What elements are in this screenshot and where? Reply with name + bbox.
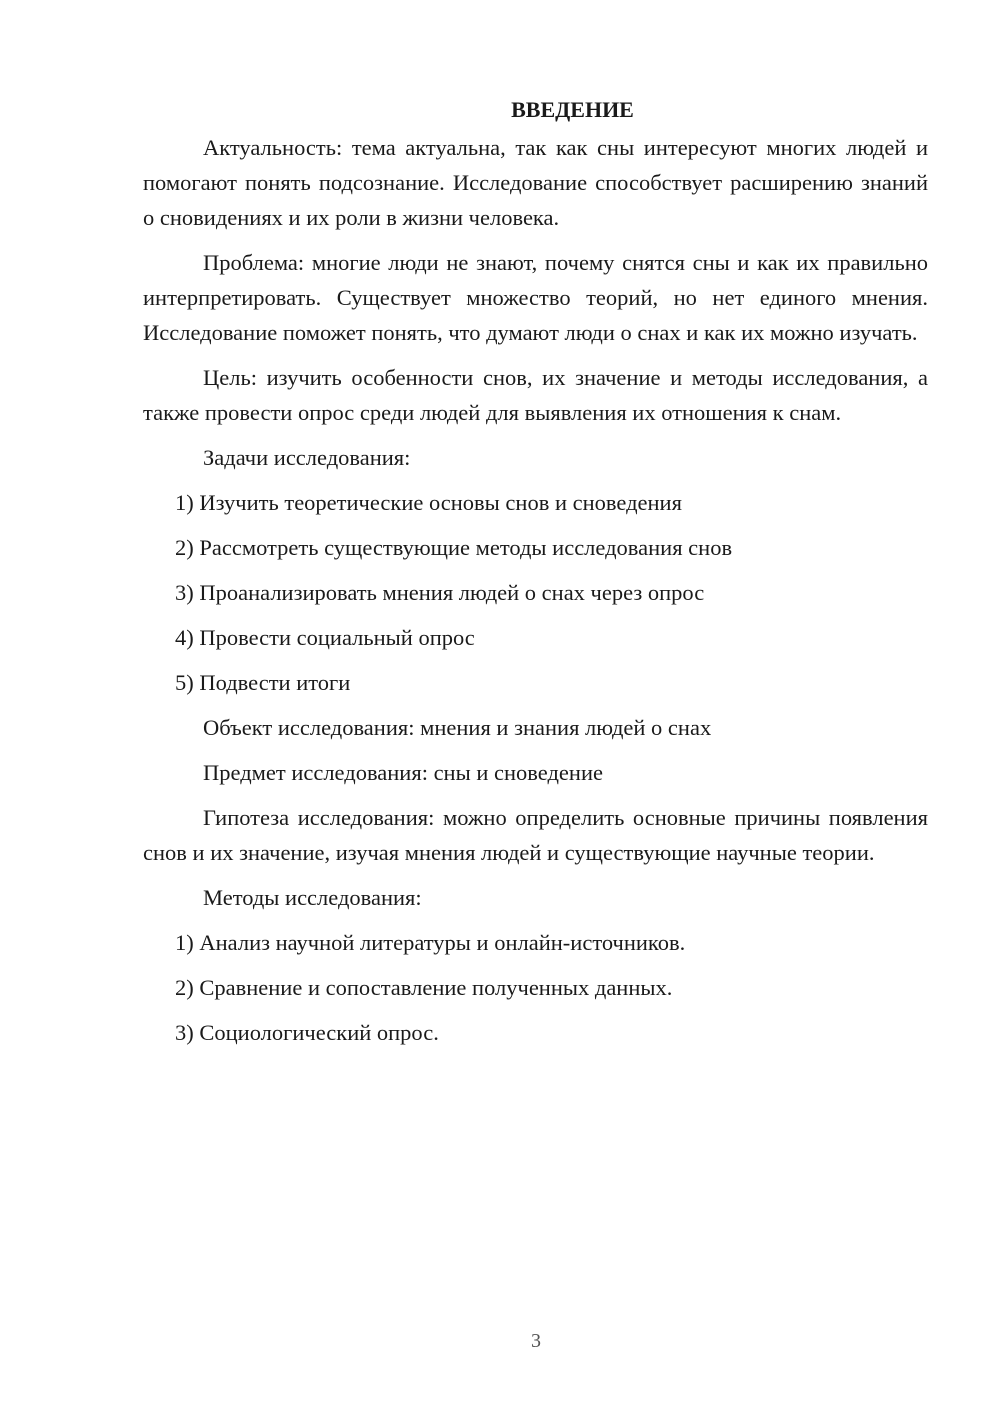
list-item: 4) Провести социальный опрос [175, 625, 475, 650]
page-number: 3 [531, 1330, 541, 1352]
methods-list [143, 925, 928, 1050]
tasks-list [143, 485, 928, 700]
relevance-paragraph: Актуальность: тема актуальна, так как сны интересуют многих людей и помогают понять подсознание. Исследование способствует расширению знаний о сновидениях и их роли в жизни человека. [143, 135, 928, 230]
document-page [143, 92, 928, 1060]
research-subject: Предмет исследования: сны и сноведение [203, 760, 603, 785]
methods-title: Методы исследования: [203, 885, 422, 910]
goal-paragraph: Цель: изучить особенности снов, их значение и методы исследования, а также провести опрос среди людей для выявления их отношения к снам. [143, 365, 928, 425]
section-heading: ВВЕДЕНИЕ [511, 97, 634, 122]
research-object: Объект исследования: мнения и знания людей о снах [203, 715, 712, 740]
list-item: 2) Сравнение и сопоставление полученных данных. [175, 975, 673, 1000]
list-item: 5) Подвести итоги [175, 670, 351, 695]
problem-paragraph: Проблема: многие люди не знают, почему снятся сны и как их правильно интерпретировать. Существует множество теорий, но нет единого мнения. Исследование поможет понять, что думают люди о снах и как их можно изучать. [143, 250, 928, 345]
tasks-title: Задачи исследования: [203, 445, 411, 470]
list-item: 1) Анализ научной литературы и онлайн-источников. [175, 930, 686, 955]
hypothesis-paragraph: Гипотеза исследования: можно определить основные причины появления снов и их значение, изучая мнения людей и существующие научные теории. [143, 805, 928, 865]
list-item: 1) Изучить теоретические основы снов и сноведения [175, 490, 682, 515]
list-item: 3) Проанализировать мнения людей о снах через опрос [175, 580, 705, 605]
list-item: 2) Рассмотреть существующие методы исследования снов [175, 535, 733, 560]
list-item: 3) Социологический опрос. [175, 1020, 439, 1045]
